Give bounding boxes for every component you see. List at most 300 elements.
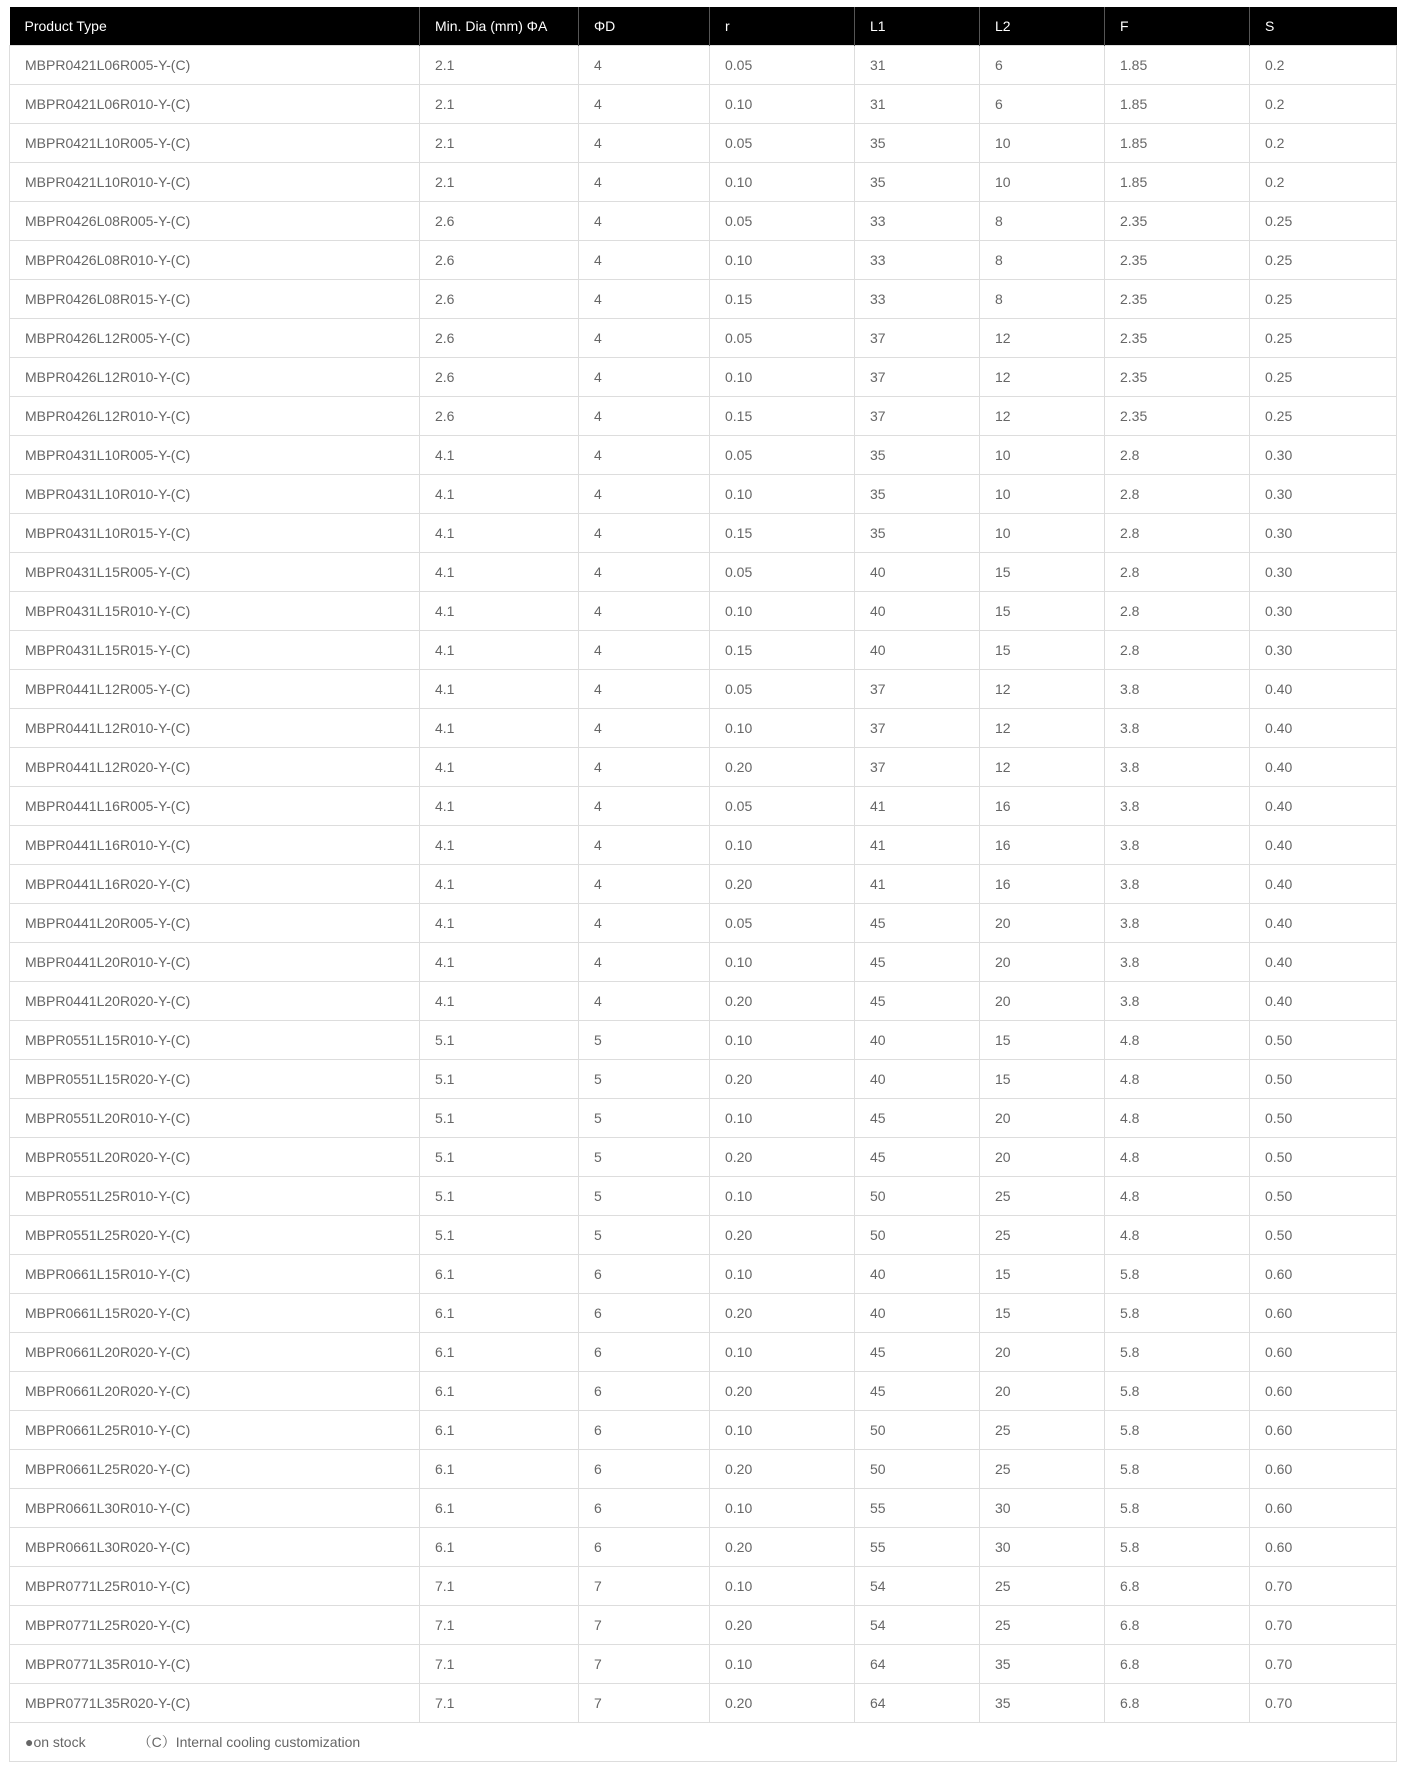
cell-r: 0.20 xyxy=(710,1683,855,1722)
legend-internal-cooling: （C）Internal cooling customization xyxy=(137,1733,361,1750)
table-row xyxy=(10,162,1397,201)
table-row xyxy=(10,669,1397,708)
cell-product-type: MBPR0661L25R020-Y-(C) xyxy=(10,1449,420,1488)
cell-product-type: MBPR0441L16R010-Y-(C) xyxy=(10,825,420,864)
cell-min-dia: 4.1 xyxy=(420,864,579,903)
cell-r: 0.10 xyxy=(710,474,855,513)
cell-r: 0.10 xyxy=(710,1488,855,1527)
cell-l1: 33 xyxy=(855,240,980,279)
cell-product-type: MBPR0431L10R010-Y-(C) xyxy=(10,474,420,513)
cell-f: 3.8 xyxy=(1105,864,1250,903)
cell-min-dia: 2.1 xyxy=(420,84,579,123)
cell-s: 0.30 xyxy=(1250,474,1397,513)
cell-phi-d: 5 xyxy=(579,1098,710,1137)
cell-l2: 12 xyxy=(980,708,1105,747)
cell-r: 0.20 xyxy=(710,1371,855,1410)
cell-f: 3.8 xyxy=(1105,825,1250,864)
table-row xyxy=(10,1098,1397,1137)
cell-r: 0.20 xyxy=(710,1449,855,1488)
table-row xyxy=(10,552,1397,591)
cell-r: 0.15 xyxy=(710,279,855,318)
cell-f: 5.8 xyxy=(1105,1371,1250,1410)
cell-r: 0.10 xyxy=(710,1176,855,1215)
cell-phi-d: 5 xyxy=(579,1215,710,1254)
cell-r: 0.10 xyxy=(710,84,855,123)
cell-min-dia: 4.1 xyxy=(420,708,579,747)
cell-l1: 41 xyxy=(855,825,980,864)
cell-r: 0.10 xyxy=(710,591,855,630)
cell-phi-d: 4 xyxy=(579,396,710,435)
cell-f: 6.8 xyxy=(1105,1683,1250,1722)
cell-l1: 37 xyxy=(855,708,980,747)
table-row xyxy=(10,279,1397,318)
cell-f: 4.8 xyxy=(1105,1176,1250,1215)
cell-l1: 40 xyxy=(855,552,980,591)
cell-l1: 45 xyxy=(855,1332,980,1371)
cell-f: 3.8 xyxy=(1105,903,1250,942)
cell-s: 0.50 xyxy=(1250,1059,1397,1098)
cell-product-type: MBPR0661L25R010-Y-(C) xyxy=(10,1410,420,1449)
cell-l1: 40 xyxy=(855,1254,980,1293)
cell-min-dia: 6.1 xyxy=(420,1293,579,1332)
cell-f: 4.8 xyxy=(1105,1020,1250,1059)
cell-min-dia: 5.1 xyxy=(420,1098,579,1137)
table-row xyxy=(10,357,1397,396)
cell-f: 3.8 xyxy=(1105,942,1250,981)
cell-min-dia: 6.1 xyxy=(420,1254,579,1293)
cell-l1: 45 xyxy=(855,942,980,981)
cell-l1: 40 xyxy=(855,591,980,630)
table-row xyxy=(10,1605,1397,1644)
cell-phi-d: 4 xyxy=(579,162,710,201)
cell-l2: 6 xyxy=(980,84,1105,123)
cell-l2: 15 xyxy=(980,1293,1105,1332)
legend-on-stock: ●on stock xyxy=(25,1733,86,1750)
cell-min-dia: 4.1 xyxy=(420,786,579,825)
cell-phi-d: 5 xyxy=(579,1176,710,1215)
table-header xyxy=(10,7,1397,45)
cell-r: 0.20 xyxy=(710,864,855,903)
cell-r: 0.20 xyxy=(710,1137,855,1176)
cell-phi-d: 4 xyxy=(579,45,710,84)
cell-l1: 54 xyxy=(855,1605,980,1644)
table-body xyxy=(10,45,1397,1722)
cell-l1: 54 xyxy=(855,1566,980,1605)
table-footer xyxy=(10,1722,1397,1761)
cell-l2: 12 xyxy=(980,669,1105,708)
cell-min-dia: 6.1 xyxy=(420,1449,579,1488)
cell-r: 0.10 xyxy=(710,942,855,981)
cell-s: 0.25 xyxy=(1250,318,1397,357)
cell-phi-d: 4 xyxy=(579,435,710,474)
cell-min-dia: 2.6 xyxy=(420,201,579,240)
cell-r: 0.05 xyxy=(710,435,855,474)
table-row xyxy=(10,747,1397,786)
cell-min-dia: 4.1 xyxy=(420,552,579,591)
cell-s: 0.60 xyxy=(1250,1254,1397,1293)
cell-s: 0.60 xyxy=(1250,1293,1397,1332)
cell-l2: 10 xyxy=(980,474,1105,513)
cell-f: 5.8 xyxy=(1105,1410,1250,1449)
cell-phi-d: 4 xyxy=(579,903,710,942)
header-l1: L1 xyxy=(855,7,980,45)
cell-l2: 25 xyxy=(980,1215,1105,1254)
table-row xyxy=(10,45,1397,84)
cell-product-type: MBPR0426L12R010-Y-(C) xyxy=(10,357,420,396)
cell-l1: 31 xyxy=(855,45,980,84)
cell-s: 0.40 xyxy=(1250,864,1397,903)
cell-min-dia: 2.6 xyxy=(420,318,579,357)
cell-r: 0.15 xyxy=(710,513,855,552)
cell-l1: 41 xyxy=(855,786,980,825)
cell-phi-d: 5 xyxy=(579,1137,710,1176)
cell-product-type: MBPR0551L20R010-Y-(C) xyxy=(10,1098,420,1137)
cell-product-type: MBPR0426L08R005-Y-(C) xyxy=(10,201,420,240)
cell-f: 6.8 xyxy=(1105,1566,1250,1605)
cell-product-type: MBPR0661L15R010-Y-(C) xyxy=(10,1254,420,1293)
cell-phi-d: 4 xyxy=(579,708,710,747)
cell-phi-d: 6 xyxy=(579,1254,710,1293)
cell-min-dia: 4.1 xyxy=(420,981,579,1020)
cell-phi-d: 5 xyxy=(579,1020,710,1059)
cell-phi-d: 4 xyxy=(579,201,710,240)
spec-table-container xyxy=(9,7,1396,1762)
cell-l2: 20 xyxy=(980,1098,1105,1137)
cell-l2: 30 xyxy=(980,1488,1105,1527)
cell-l1: 50 xyxy=(855,1215,980,1254)
cell-r: 0.15 xyxy=(710,396,855,435)
cell-phi-d: 6 xyxy=(579,1410,710,1449)
cell-l2: 35 xyxy=(980,1683,1105,1722)
table-row xyxy=(10,981,1397,1020)
table-row xyxy=(10,1410,1397,1449)
cell-f: 4.8 xyxy=(1105,1059,1250,1098)
cell-l1: 45 xyxy=(855,1098,980,1137)
cell-l2: 25 xyxy=(980,1410,1105,1449)
cell-l2: 25 xyxy=(980,1449,1105,1488)
cell-r: 0.20 xyxy=(710,1215,855,1254)
cell-phi-d: 4 xyxy=(579,474,710,513)
cell-f: 2.35 xyxy=(1105,279,1250,318)
cell-l1: 35 xyxy=(855,162,980,201)
cell-phi-d: 4 xyxy=(579,591,710,630)
cell-f: 4.8 xyxy=(1105,1137,1250,1176)
cell-f: 5.8 xyxy=(1105,1254,1250,1293)
cell-f: 6.8 xyxy=(1105,1605,1250,1644)
cell-l1: 35 xyxy=(855,435,980,474)
cell-product-type: MBPR0431L15R010-Y-(C) xyxy=(10,591,420,630)
cell-f: 3.8 xyxy=(1105,747,1250,786)
header-row xyxy=(10,7,1397,45)
cell-l2: 25 xyxy=(980,1605,1105,1644)
cell-s: 0.70 xyxy=(1250,1605,1397,1644)
table-row xyxy=(10,1332,1397,1371)
cell-f: 6.8 xyxy=(1105,1644,1250,1683)
cell-phi-d: 6 xyxy=(579,1371,710,1410)
cell-product-type: MBPR0551L25R020-Y-(C) xyxy=(10,1215,420,1254)
header-phi-d: ΦD xyxy=(579,7,710,45)
cell-min-dia: 4.1 xyxy=(420,825,579,864)
cell-l2: 15 xyxy=(980,552,1105,591)
cell-phi-d: 6 xyxy=(579,1449,710,1488)
cell-l1: 41 xyxy=(855,864,980,903)
legend-row xyxy=(10,1722,1397,1761)
cell-product-type: MBPR0426L12R010-Y-(C) xyxy=(10,396,420,435)
cell-l2: 12 xyxy=(980,318,1105,357)
cell-l2: 16 xyxy=(980,786,1105,825)
cell-product-type: MBPR0551L20R020-Y-(C) xyxy=(10,1137,420,1176)
cell-min-dia: 2.1 xyxy=(420,45,579,84)
cell-phi-d: 6 xyxy=(579,1293,710,1332)
cell-l2: 20 xyxy=(980,903,1105,942)
cell-product-type: MBPR0771L35R010-Y-(C) xyxy=(10,1644,420,1683)
cell-s: 0.70 xyxy=(1250,1683,1397,1722)
table-row xyxy=(10,1137,1397,1176)
cell-f: 2.8 xyxy=(1105,630,1250,669)
table-row xyxy=(10,864,1397,903)
cell-r: 0.10 xyxy=(710,1254,855,1293)
cell-r: 0.10 xyxy=(710,1020,855,1059)
cell-f: 2.35 xyxy=(1105,357,1250,396)
header-f: F xyxy=(1105,7,1250,45)
cell-l2: 25 xyxy=(980,1176,1105,1215)
cell-phi-d: 4 xyxy=(579,669,710,708)
cell-s: 0.50 xyxy=(1250,1215,1397,1254)
cell-product-type: MBPR0421L06R005-Y-(C) xyxy=(10,45,420,84)
cell-min-dia: 2.6 xyxy=(420,240,579,279)
table-row xyxy=(10,786,1397,825)
cell-l2: 8 xyxy=(980,279,1105,318)
cell-f: 5.8 xyxy=(1105,1488,1250,1527)
cell-f: 5.8 xyxy=(1105,1449,1250,1488)
table-row xyxy=(10,1488,1397,1527)
cell-product-type: MBPR0431L10R005-Y-(C) xyxy=(10,435,420,474)
cell-l1: 50 xyxy=(855,1449,980,1488)
cell-s: 0.50 xyxy=(1250,1137,1397,1176)
cell-product-type: MBPR0426L08R010-Y-(C) xyxy=(10,240,420,279)
cell-min-dia: 4.1 xyxy=(420,513,579,552)
cell-f: 2.35 xyxy=(1105,240,1250,279)
cell-phi-d: 4 xyxy=(579,279,710,318)
table-row xyxy=(10,435,1397,474)
cell-l1: 33 xyxy=(855,201,980,240)
product-spec-table xyxy=(9,7,1397,1762)
cell-product-type: MBPR0426L12R005-Y-(C) xyxy=(10,318,420,357)
cell-min-dia: 7.1 xyxy=(420,1566,579,1605)
table-row xyxy=(10,708,1397,747)
cell-r: 0.10 xyxy=(710,240,855,279)
cell-min-dia: 4.1 xyxy=(420,630,579,669)
cell-min-dia: 4.1 xyxy=(420,903,579,942)
table-row xyxy=(10,825,1397,864)
cell-min-dia: 6.1 xyxy=(420,1332,579,1371)
cell-s: 0.60 xyxy=(1250,1449,1397,1488)
cell-phi-d: 4 xyxy=(579,318,710,357)
table-row xyxy=(10,1644,1397,1683)
cell-f: 2.8 xyxy=(1105,474,1250,513)
cell-l2: 10 xyxy=(980,162,1105,201)
cell-l2: 35 xyxy=(980,1644,1105,1683)
cell-phi-d: 4 xyxy=(579,240,710,279)
cell-r: 0.10 xyxy=(710,1644,855,1683)
cell-product-type: MBPR0441L20R020-Y-(C) xyxy=(10,981,420,1020)
cell-f: 3.8 xyxy=(1105,981,1250,1020)
cell-min-dia: 6.1 xyxy=(420,1527,579,1566)
cell-product-type: MBPR0431L15R005-Y-(C) xyxy=(10,552,420,591)
cell-l1: 64 xyxy=(855,1683,980,1722)
cell-r: 0.10 xyxy=(710,1332,855,1371)
cell-s: 0.40 xyxy=(1250,708,1397,747)
cell-phi-d: 4 xyxy=(579,942,710,981)
cell-r: 0.10 xyxy=(710,1566,855,1605)
table-row xyxy=(10,240,1397,279)
cell-l1: 45 xyxy=(855,1371,980,1410)
header-l2: L2 xyxy=(980,7,1105,45)
cell-product-type: MBPR0771L35R020-Y-(C) xyxy=(10,1683,420,1722)
cell-s: 0.50 xyxy=(1250,1176,1397,1215)
cell-min-dia: 4.1 xyxy=(420,435,579,474)
cell-l2: 20 xyxy=(980,1332,1105,1371)
cell-l1: 64 xyxy=(855,1644,980,1683)
cell-min-dia: 5.1 xyxy=(420,1020,579,1059)
cell-min-dia: 2.6 xyxy=(420,396,579,435)
cell-product-type: MBPR0551L25R010-Y-(C) xyxy=(10,1176,420,1215)
cell-l2: 10 xyxy=(980,435,1105,474)
cell-phi-d: 4 xyxy=(579,357,710,396)
cell-product-type: MBPR0661L20R020-Y-(C) xyxy=(10,1371,420,1410)
cell-l1: 31 xyxy=(855,84,980,123)
cell-l2: 25 xyxy=(980,1566,1105,1605)
cell-r: 0.20 xyxy=(710,1605,855,1644)
cell-product-type: MBPR0441L16R005-Y-(C) xyxy=(10,786,420,825)
cell-r: 0.20 xyxy=(710,1527,855,1566)
legend-cell xyxy=(10,1722,1397,1761)
cell-product-type: MBPR0771L25R020-Y-(C) xyxy=(10,1605,420,1644)
table-row xyxy=(10,201,1397,240)
cell-min-dia: 4.1 xyxy=(420,669,579,708)
cell-l2: 20 xyxy=(980,1137,1105,1176)
cell-s: 0.70 xyxy=(1250,1644,1397,1683)
cell-phi-d: 4 xyxy=(579,513,710,552)
cell-min-dia: 5.1 xyxy=(420,1137,579,1176)
cell-min-dia: 2.6 xyxy=(420,357,579,396)
table-row xyxy=(10,630,1397,669)
cell-product-type: MBPR0441L12R005-Y-(C) xyxy=(10,669,420,708)
table-row xyxy=(10,1215,1397,1254)
cell-phi-d: 4 xyxy=(579,981,710,1020)
cell-s: 0.40 xyxy=(1250,747,1397,786)
cell-l2: 10 xyxy=(980,513,1105,552)
cell-f: 3.8 xyxy=(1105,786,1250,825)
cell-phi-d: 4 xyxy=(579,552,710,591)
cell-l1: 37 xyxy=(855,747,980,786)
cell-f: 2.35 xyxy=(1105,318,1250,357)
cell-min-dia: 7.1 xyxy=(420,1605,579,1644)
cell-product-type: MBPR0551L15R020-Y-(C) xyxy=(10,1059,420,1098)
cell-phi-d: 4 xyxy=(579,864,710,903)
header-min-dia: Min. Dia (mm) ΦA xyxy=(420,7,579,45)
cell-s: 0.25 xyxy=(1250,357,1397,396)
cell-l1: 40 xyxy=(855,1059,980,1098)
cell-s: 0.40 xyxy=(1250,981,1397,1020)
table-row xyxy=(10,1371,1397,1410)
cell-f: 1.85 xyxy=(1105,162,1250,201)
cell-product-type: MBPR0661L30R020-Y-(C) xyxy=(10,1527,420,1566)
cell-product-type: MBPR0771L25R010-Y-(C) xyxy=(10,1566,420,1605)
cell-s: 0.30 xyxy=(1250,435,1397,474)
cell-min-dia: 6.1 xyxy=(420,1488,579,1527)
cell-min-dia: 7.1 xyxy=(420,1683,579,1722)
cell-s: 0.25 xyxy=(1250,279,1397,318)
cell-l2: 6 xyxy=(980,45,1105,84)
cell-min-dia: 7.1 xyxy=(420,1644,579,1683)
cell-s: 0.50 xyxy=(1250,1020,1397,1059)
cell-l2: 30 xyxy=(980,1527,1105,1566)
table-row xyxy=(10,123,1397,162)
cell-s: 0.30 xyxy=(1250,591,1397,630)
cell-phi-d: 7 xyxy=(579,1644,710,1683)
cell-product-type: MBPR0421L06R010-Y-(C) xyxy=(10,84,420,123)
cell-r: 0.10 xyxy=(710,1098,855,1137)
cell-phi-d: 6 xyxy=(579,1332,710,1371)
cell-f: 4.8 xyxy=(1105,1215,1250,1254)
cell-l1: 55 xyxy=(855,1488,980,1527)
cell-s: 0.2 xyxy=(1250,123,1397,162)
cell-l1: 50 xyxy=(855,1176,980,1215)
table-row xyxy=(10,1527,1397,1566)
cell-s: 0.40 xyxy=(1250,786,1397,825)
cell-min-dia: 4.1 xyxy=(420,747,579,786)
cell-s: 0.30 xyxy=(1250,552,1397,591)
cell-l2: 20 xyxy=(980,981,1105,1020)
cell-l2: 12 xyxy=(980,357,1105,396)
cell-l2: 15 xyxy=(980,1020,1105,1059)
cell-product-type: MBPR0441L12R010-Y-(C) xyxy=(10,708,420,747)
cell-l1: 37 xyxy=(855,318,980,357)
cell-l2: 16 xyxy=(980,864,1105,903)
table-row xyxy=(10,903,1397,942)
cell-l1: 55 xyxy=(855,1527,980,1566)
cell-s: 0.2 xyxy=(1250,162,1397,201)
cell-f: 1.85 xyxy=(1105,84,1250,123)
cell-min-dia: 6.1 xyxy=(420,1371,579,1410)
cell-product-type: MBPR0661L20R020-Y-(C) xyxy=(10,1332,420,1371)
cell-l2: 8 xyxy=(980,240,1105,279)
cell-l2: 15 xyxy=(980,1059,1105,1098)
cell-l1: 45 xyxy=(855,903,980,942)
table-row xyxy=(10,1254,1397,1293)
table-row xyxy=(10,1566,1397,1605)
cell-phi-d: 4 xyxy=(579,84,710,123)
cell-product-type: MBPR0441L16R020-Y-(C) xyxy=(10,864,420,903)
cell-l1: 40 xyxy=(855,1020,980,1059)
cell-phi-d: 7 xyxy=(579,1683,710,1722)
cell-s: 0.70 xyxy=(1250,1566,1397,1605)
cell-min-dia: 5.1 xyxy=(420,1176,579,1215)
cell-product-type: MBPR0426L08R015-Y-(C) xyxy=(10,279,420,318)
table-row xyxy=(10,1059,1397,1098)
cell-l1: 35 xyxy=(855,474,980,513)
table-row xyxy=(10,1020,1397,1059)
table-row xyxy=(10,84,1397,123)
cell-f: 2.8 xyxy=(1105,513,1250,552)
cell-phi-d: 6 xyxy=(579,1488,710,1527)
cell-r: 0.10 xyxy=(710,825,855,864)
cell-product-type: MBPR0421L10R005-Y-(C) xyxy=(10,123,420,162)
cell-l2: 20 xyxy=(980,942,1105,981)
cell-phi-d: 4 xyxy=(579,747,710,786)
cell-product-type: MBPR0661L30R010-Y-(C) xyxy=(10,1488,420,1527)
